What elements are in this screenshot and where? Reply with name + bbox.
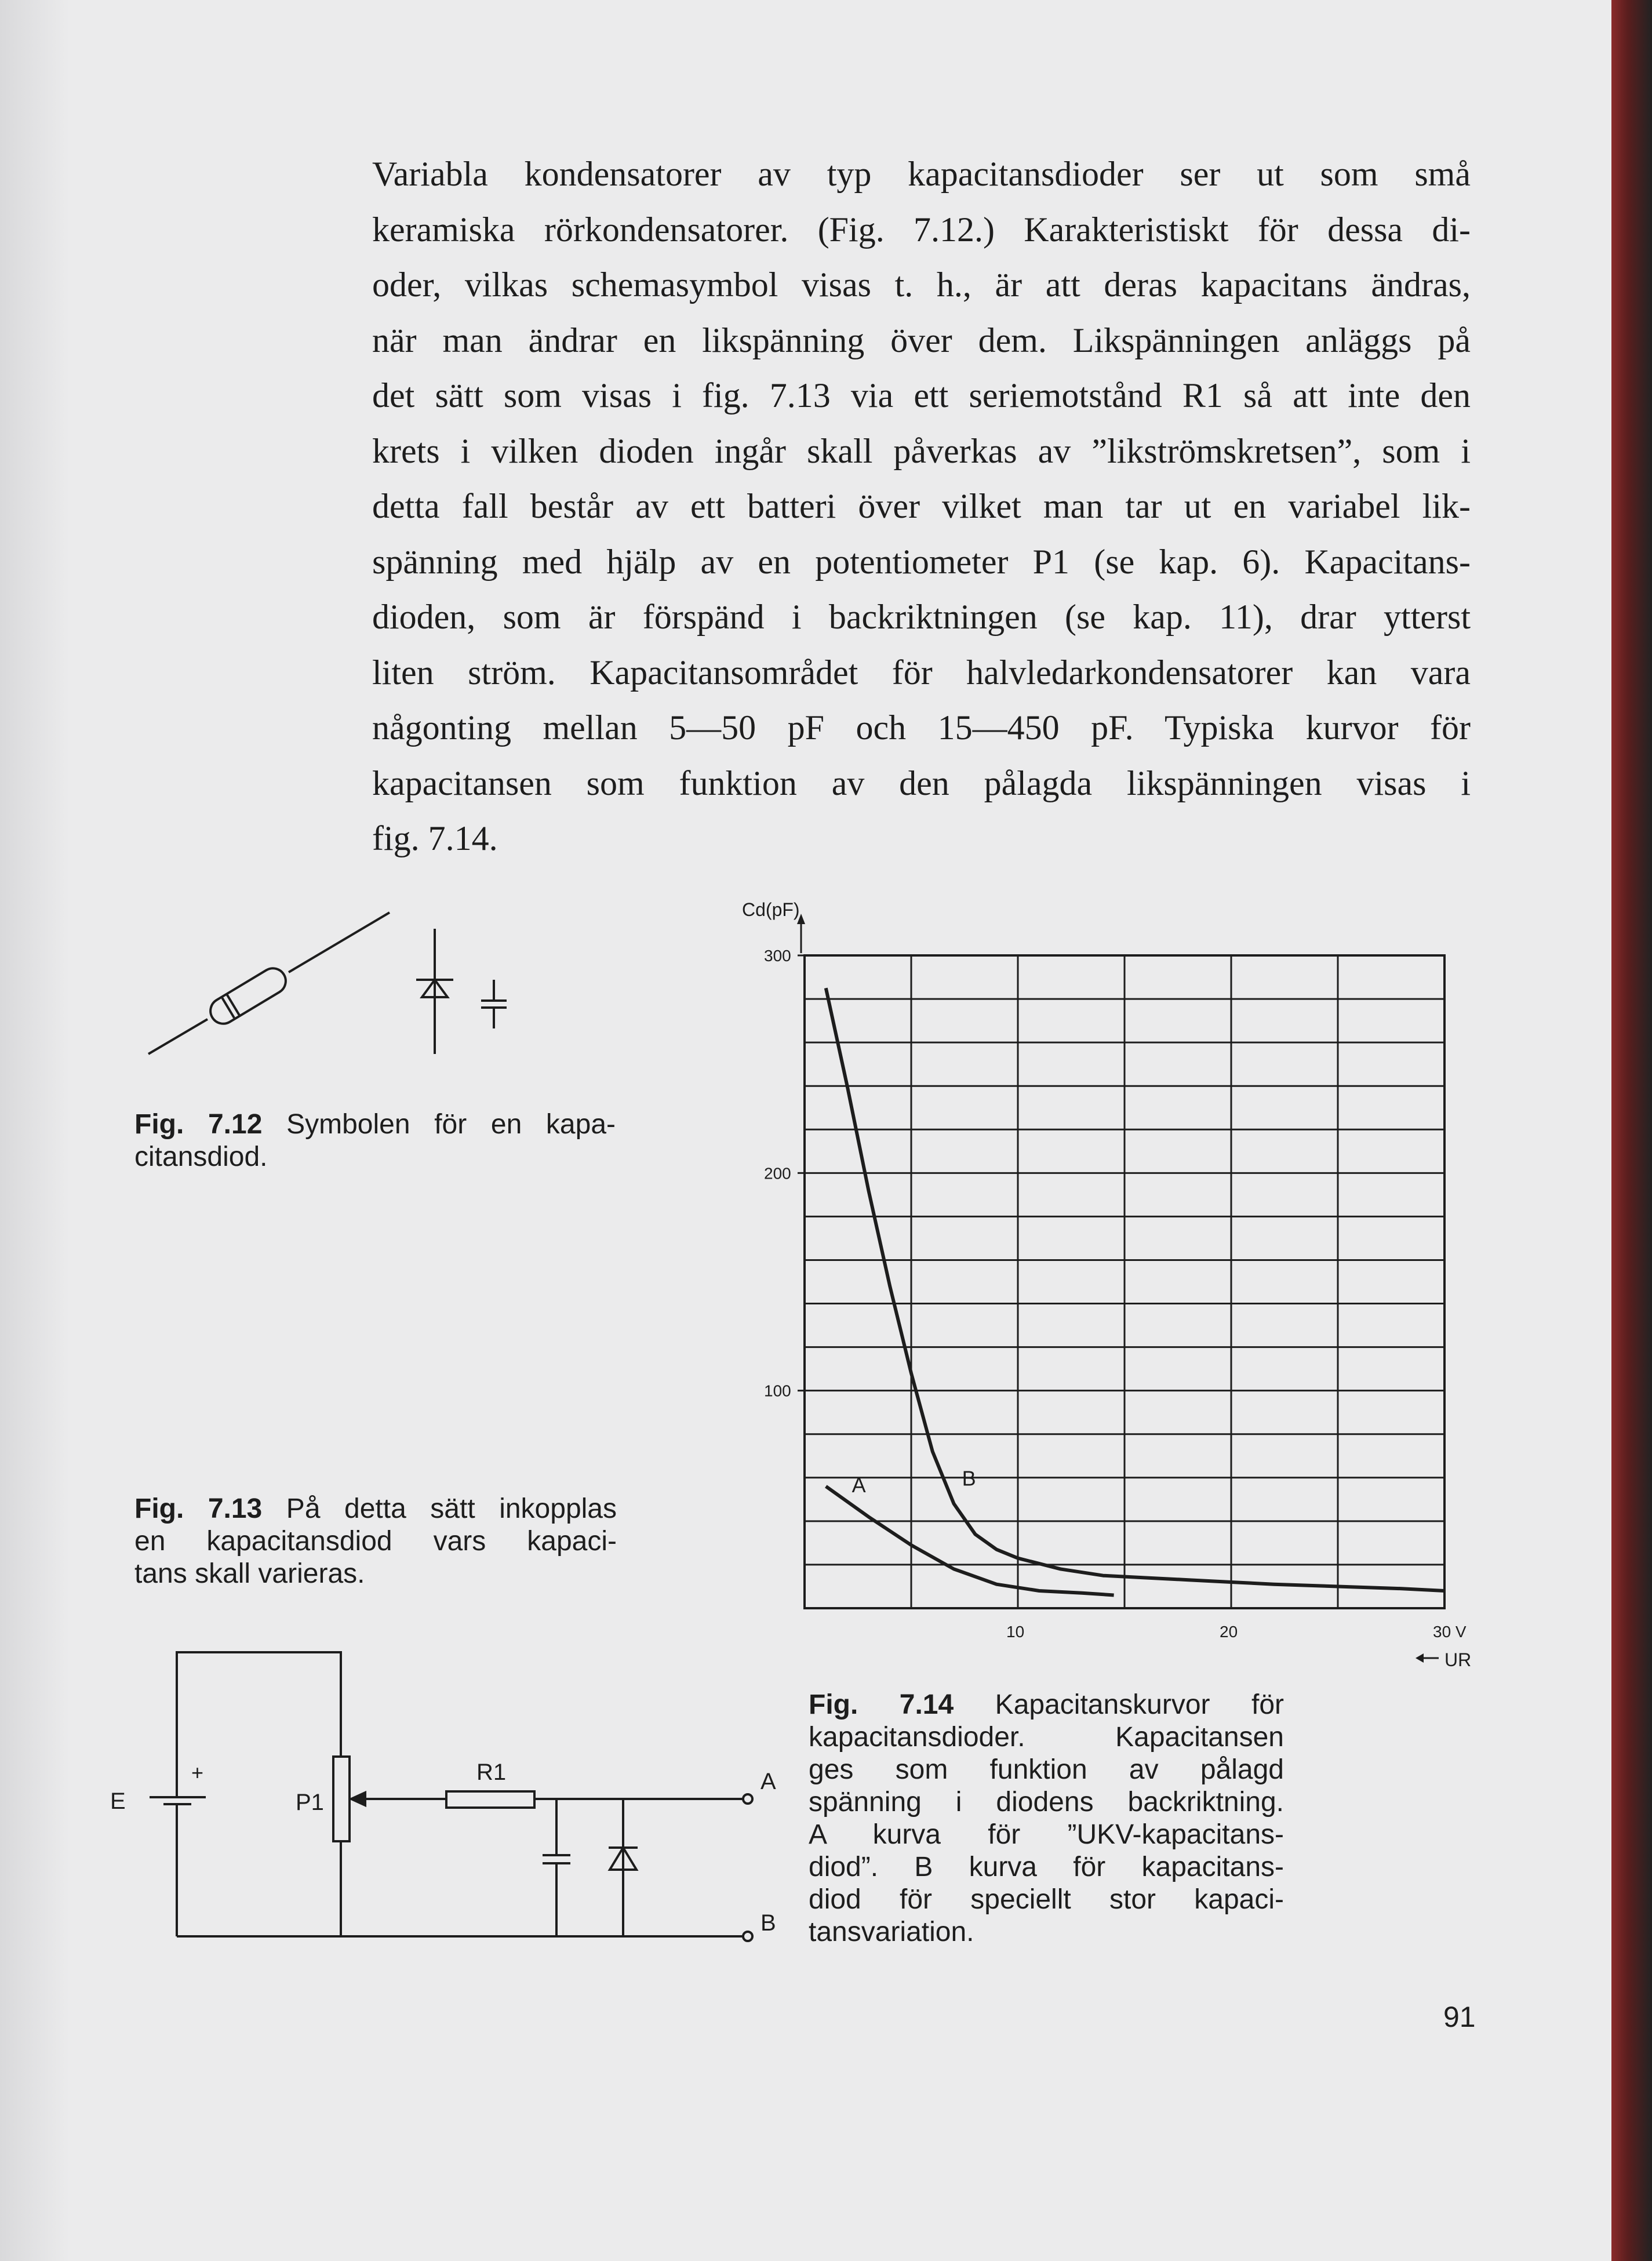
caption-text: tans skall varieras. bbox=[134, 1558, 365, 1589]
capacitor-schematic-symbol bbox=[481, 980, 507, 1028]
body-paragraph bbox=[372, 147, 1471, 867]
body-line: detta fall består av ett batteri över vilket man tar ut en variabel lik- bbox=[372, 487, 1471, 525]
caption-text: På detta sätt inkopplas bbox=[286, 1493, 617, 1524]
body-line: dioden, som är förspänd i backriktningen (se kap. 11), drar ytterst bbox=[372, 598, 1471, 636]
y-axis-title bbox=[742, 899, 800, 920]
body-line: kapacitansen som funktion av den pålagda likspänningen visas i bbox=[372, 764, 1471, 802]
page-gutter bbox=[0, 0, 70, 2261]
terminal-b bbox=[743, 1932, 752, 1941]
battery-label-e: E bbox=[110, 1789, 126, 1814]
body-line: fig. 7.14. bbox=[372, 819, 498, 857]
caption-text: en kapacitansdiod vars kapaci- bbox=[134, 1526, 617, 1557]
caption-text: spänning i diodens backriktning. bbox=[809, 1787, 1284, 1817]
potentiometer-p1 bbox=[333, 1757, 350, 1841]
x-tick-label: 20 bbox=[1220, 1623, 1238, 1641]
figure-label: Fig. 7.14 bbox=[809, 1689, 954, 1720]
fig713-circuit-diagram bbox=[99, 1641, 794, 1954]
curve-label-B: B bbox=[962, 1466, 976, 1491]
y-tick-label: 200 bbox=[764, 1164, 791, 1183]
terminal-label-a: A bbox=[760, 1769, 776, 1794]
fig714-capacitance-chart bbox=[707, 893, 1507, 1681]
terminal-a bbox=[743, 1794, 752, 1804]
potentiometer-label: P1 bbox=[296, 1790, 324, 1815]
fig712-illustration bbox=[139, 899, 568, 1073]
body-line: någonting mellan 5—50 pF och 15—450 pF. Typiska kurvor för bbox=[372, 708, 1471, 747]
chart-tick-labels bbox=[764, 914, 1467, 1641]
wiper-arrow bbox=[351, 1793, 365, 1805]
chart-curves bbox=[826, 988, 1444, 1595]
caption-text: ges som funktion av pålagd bbox=[809, 1754, 1284, 1785]
caption-text: diod för speciellt stor kapaci- bbox=[809, 1884, 1284, 1915]
curve-B bbox=[826, 988, 1444, 1591]
caption-text: diod”. B kurva för kapacitans- bbox=[809, 1852, 1284, 1882]
diode-schematic-symbol bbox=[416, 929, 453, 1054]
resistor-label: R1 bbox=[476, 1760, 507, 1785]
curve-A bbox=[826, 1486, 1114, 1595]
x-axis-label: UR bbox=[1444, 1649, 1472, 1670]
caption-text: tansvariation. bbox=[809, 1917, 974, 1947]
body-line: oder, vilkas schemasymbol visas t. h., är att deras kapacitans ändras, bbox=[372, 266, 1471, 304]
battery-plus-sign: + bbox=[191, 1761, 204, 1784]
x-tick-label: 10 bbox=[1006, 1623, 1025, 1641]
body-line: det sätt som visas i fig. 7.13 via ett seriemotstånd R1 så att inte den bbox=[372, 376, 1471, 415]
body-line: spänning med hjälp av en potentiometer P1 (se kap. 6). Kapacitans- bbox=[372, 542, 1471, 581]
figure-label: Fig. 7.12 bbox=[134, 1109, 263, 1140]
y-axis-label: Cd(pF) bbox=[742, 899, 800, 920]
chart-grid bbox=[805, 955, 1444, 1608]
x-tick-label: 30 V bbox=[1433, 1623, 1467, 1641]
x-axis-title bbox=[1416, 1649, 1471, 1670]
body-line: när man ändrar en likspänning över dem. Likspänningen anläggs på bbox=[372, 321, 1471, 359]
page-number: 91 bbox=[1443, 2001, 1476, 2033]
body-line: keramiska rörkondensatorer. (Fig. 7.12.) Karakteristiskt för dessa di- bbox=[372, 210, 1471, 249]
caption-text: citansdiod. bbox=[134, 1142, 268, 1172]
caption-text: kapacitansdioder. Kapacitansen bbox=[809, 1722, 1284, 1753]
y-tick-label: 100 bbox=[764, 1382, 791, 1400]
fig714-caption bbox=[809, 1689, 1284, 1949]
figure-label: Fig. 7.13 bbox=[134, 1493, 263, 1524]
curve-label-A: A bbox=[852, 1473, 866, 1497]
resistor-r1 bbox=[446, 1791, 534, 1808]
caption-text: A kurva för ”UKV-kapacitans- bbox=[809, 1819, 1284, 1850]
y-tick-label: 300 bbox=[764, 947, 791, 965]
capacitance-diode-component-drawing bbox=[148, 913, 390, 1054]
caption-text: Symbolen för en kapa- bbox=[286, 1109, 616, 1140]
body-line: krets i vilken dioden ingår skall påverkas av ”likströmskretsen”, som i bbox=[372, 431, 1471, 470]
caption-text: Kapacitanskurvor för bbox=[995, 1689, 1284, 1720]
fig712-caption bbox=[134, 1108, 616, 1173]
body-line: Variabla kondensatorer av typ kapacitansdioder ser ut som små bbox=[372, 155, 1471, 193]
book-spine-edge bbox=[1611, 0, 1652, 2261]
body-line: liten ström. Kapacitansområdet för halvledarkondensatorer kan vara bbox=[372, 653, 1471, 692]
terminal-label-b: B bbox=[760, 1910, 776, 1936]
fig713-caption bbox=[134, 1493, 617, 1590]
